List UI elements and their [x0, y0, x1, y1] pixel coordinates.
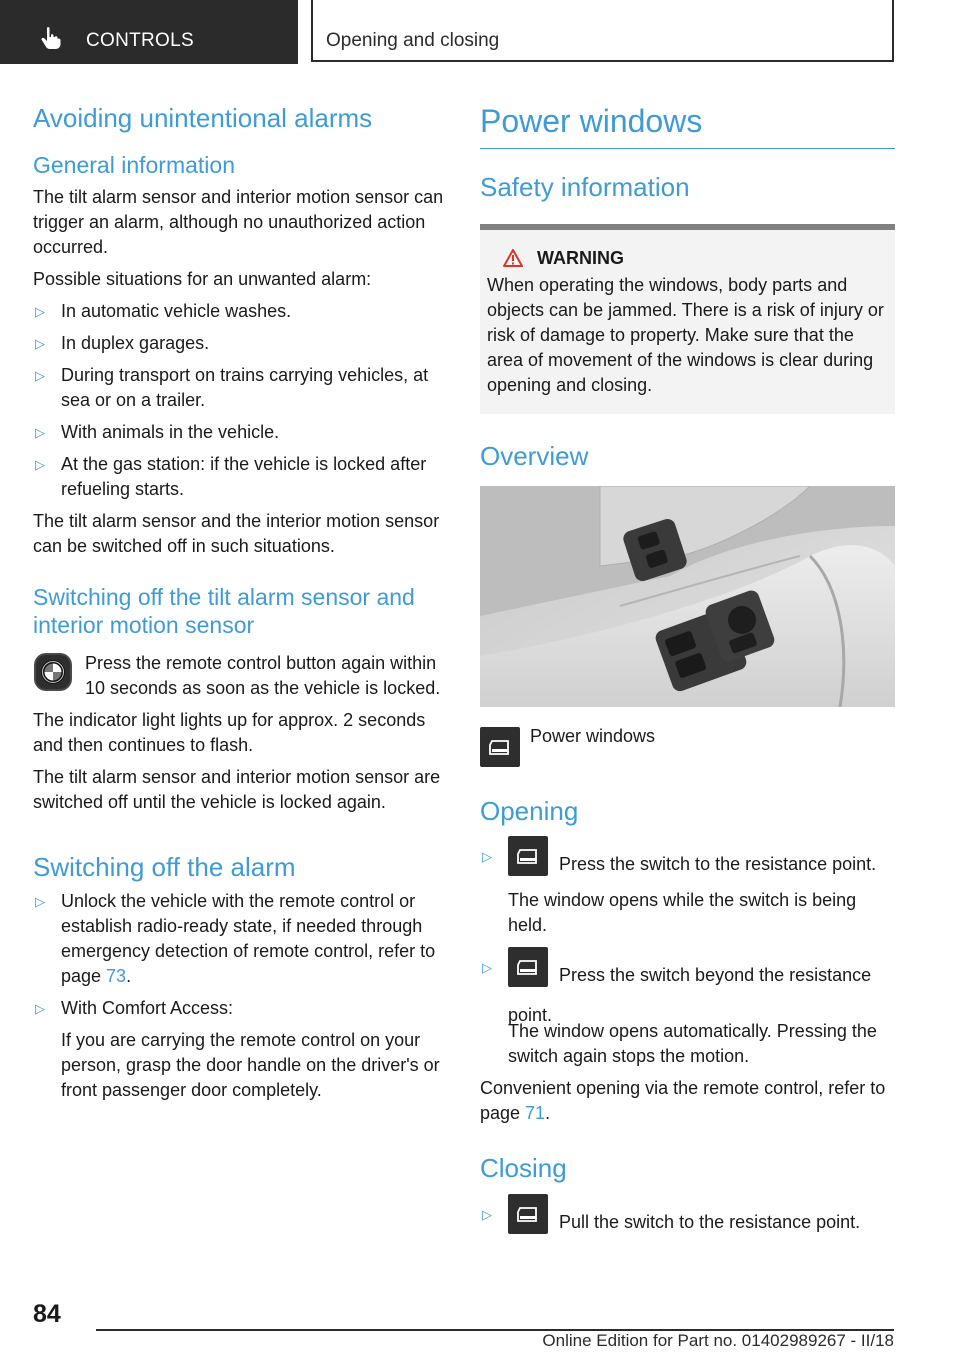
- general-paragraph-2: Possible situations for an unwanted alarm:: [33, 268, 372, 289]
- list-item: ▷ Press the switch beyond the resistance point. The window opens automatically. Pressing the switch again stops the motion.: [480, 947, 895, 1069]
- bullet-triangle-icon: ▷: [35, 367, 45, 383]
- left-column: [33, 96, 449, 1103]
- opening-1-detail: The window opens while the switch is being held.: [508, 889, 857, 935]
- general-information-heading: General information: [33, 152, 235, 179]
- indicator-paragraph: The indicator light lights up for approx. 2 seconds and then continues to flash.: [33, 709, 426, 755]
- closing-list: [480, 1194, 895, 1234]
- list-item: ▷ Press the switch to the resistance point. The window opens while the switch is being held.: [480, 836, 895, 938]
- opening-heading: Opening: [480, 796, 579, 827]
- bullet-triangle-icon: ▷: [35, 894, 45, 910]
- bullet-triangle-icon: ▷: [35, 424, 45, 440]
- bullet-triangle-icon: ▷: [35, 335, 45, 351]
- hand-pointer-icon: [40, 26, 62, 50]
- unwanted-alarm-list: [33, 299, 449, 502]
- bullet-triangle-icon: ▷: [482, 1207, 492, 1223]
- comfort-access-paragraph: If you are carrying the remote control on your person, grasp the door handle on the driver's or front passenger door completely.: [61, 1030, 440, 1101]
- switched-off-paragraph: The tilt alarm sensor and interior motion sensor are switched off until the vehicle is locked again.: [33, 766, 441, 812]
- warning-header: [487, 248, 887, 269]
- door-panel-photo: [480, 486, 895, 707]
- page-number: 84: [33, 1300, 61, 1328]
- switch-off-alarm-list: [33, 889, 449, 1103]
- bullet-triangle-icon: ▷: [482, 848, 492, 864]
- page-71-link[interactable]: 71: [525, 1102, 546, 1123]
- general-paragraph-1: The tilt alarm sensor and interior motion sensor can trigger an alarm, although no unauthorized action occurred.: [33, 186, 444, 257]
- closing-heading: Closing: [480, 1152, 567, 1183]
- window-switch-icon: [508, 1194, 548, 1234]
- safety-information-heading: Safety information: [480, 172, 690, 203]
- convenient-opening-paragraph: Convenient opening via the remote control, refer to page 71.: [480, 1077, 886, 1123]
- power-windows-caption: Power windows: [530, 726, 656, 747]
- list-item: ▷ Unlock the vehicle with the remote control or establish radio-ready state, if needed through emergency detection of remote control, refer to page 73.: [35, 891, 436, 987]
- window-switch-icon: [508, 836, 548, 876]
- header-chapter-label: Opening and closing: [326, 30, 500, 51]
- opening-list: [480, 836, 895, 1069]
- list-item: ▷ Pull the switch to the resistance point.: [480, 1194, 895, 1234]
- heading-rule: [480, 148, 895, 149]
- warning-triangle-icon: [503, 249, 523, 267]
- opening-2-detail: The window opens automatically. Pressing the switch again stops the motion.: [508, 1020, 877, 1066]
- header-section-label: CONTROLS: [86, 30, 194, 51]
- bullet-triangle-icon: ▷: [35, 1001, 45, 1017]
- avoid-alarms-heading: Avoiding unintentional alarms: [33, 103, 373, 133]
- bullet-triangle-icon: ▷: [482, 959, 492, 975]
- footer-edition: Online Edition for Part no. 01402989267 - II/18: [542, 1331, 894, 1350]
- list-item: ▷ With animals in the vehicle.: [33, 420, 449, 445]
- window-switch-icon: [480, 727, 520, 767]
- right-column: [480, 96, 895, 1234]
- bullet-triangle-icon: ▷: [35, 456, 45, 472]
- bullet-triangle-icon: ▷: [35, 303, 45, 319]
- list-item: ▷ At the gas station: if the vehicle is locked after refueling starts.: [35, 453, 427, 499]
- list-item: ▷ In automatic vehicle washes.: [33, 299, 449, 324]
- power-windows-heading: Power windows: [480, 103, 703, 139]
- header-chapter-tab: [311, 0, 894, 62]
- warning-label: WARNING: [537, 247, 624, 268]
- warning-box: [480, 224, 895, 414]
- remote-control-block: [33, 651, 449, 701]
- switch-off-alarm-heading: Switching off the alarm: [33, 851, 296, 882]
- list-item: ▷ With Comfort Access: If you are carrying the remote control on your person, grasp the door handle on the driver's or front passenger door completely.: [33, 996, 449, 1103]
- bmw-key-icon: [33, 651, 73, 693]
- warning-text: When operating the windows, body parts and objects can be jammed. There is a risk of injury or risk of damage to property. Make sure that the area of movement of the windows is clear during opening and closing.: [487, 274, 884, 395]
- window-switch-icon: [508, 947, 548, 987]
- remote-control-paragraph: Press the remote control button again within 10 seconds as soon as the vehicle is locked.: [85, 652, 441, 698]
- power-windows-caption-row: [480, 727, 895, 767]
- list-item: ▷ In duplex garages.: [33, 331, 449, 356]
- header-section-tab: [0, 0, 298, 64]
- page-73-link[interactable]: 73: [106, 966, 127, 987]
- general-paragraph-3: The tilt alarm sensor and the interior motion sensor can be switched off in such situations.: [33, 510, 440, 556]
- switch-off-sensor-heading: Switching off the tilt alarm sensor and interior motion sensor: [33, 583, 415, 638]
- overview-heading: Overview: [480, 440, 589, 471]
- list-item: ▷ During transport on trains carrying vehicles, at sea or on a trailer.: [35, 364, 429, 410]
